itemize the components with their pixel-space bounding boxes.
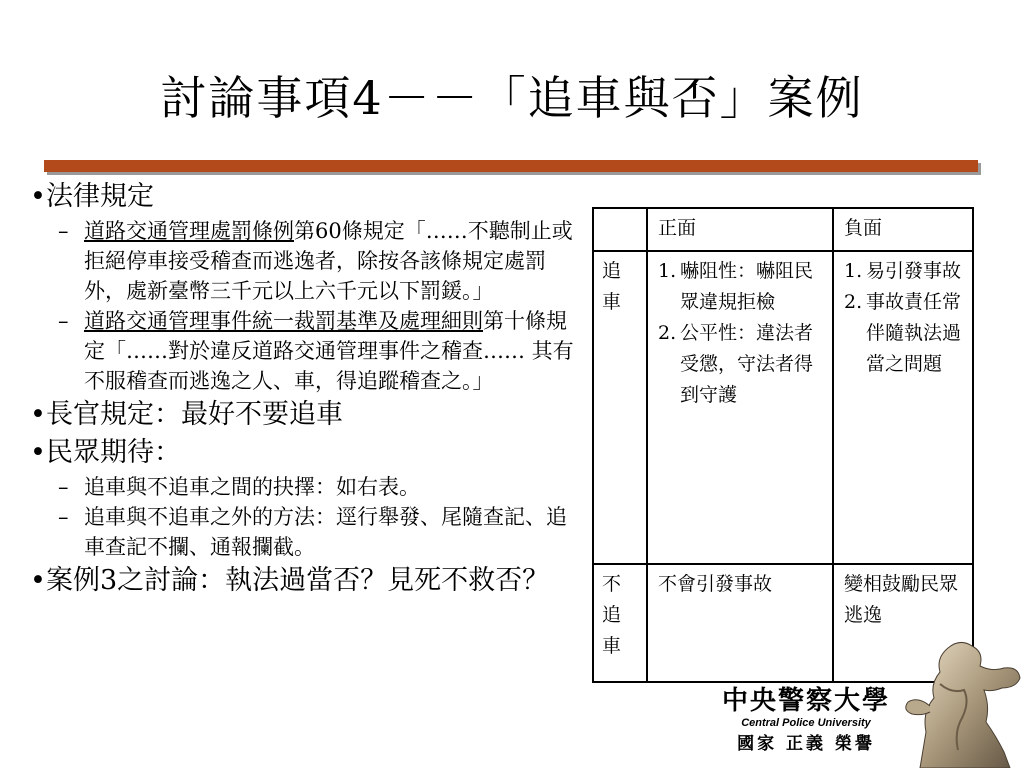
header-negative-cell: 負面 xyxy=(833,208,973,251)
item-number: 1. xyxy=(658,260,677,282)
no-chase-positive-cell: 不會引發事故 xyxy=(647,564,833,682)
list-item xyxy=(658,256,822,318)
item-number: 1. xyxy=(844,260,863,282)
dash-icon: – xyxy=(58,219,69,243)
no-chase-negative-cell: 變相鼓勵民眾逃逸 xyxy=(833,564,973,682)
section-case-label: 案例3之討論：執法過當否？見死不救否？ xyxy=(46,565,550,596)
list-item xyxy=(658,318,822,411)
logo-motto: 國家 正義 榮譽 xyxy=(737,734,875,754)
section-superior-label: 長官規定：最好不要追車 xyxy=(46,399,343,430)
dash-icon: – xyxy=(58,309,69,333)
table-row-chase xyxy=(593,251,973,564)
university-logo xyxy=(718,686,894,756)
rules-text: 第十條規定「……對於違反道路交通管理事件之稽查…… 其有不服稽查而逃逸之人、車，得追蹤稽查之。」 xyxy=(84,309,574,393)
bullet-case xyxy=(30,562,580,600)
row-label-chase: 追車 xyxy=(593,251,647,564)
bullet-law xyxy=(30,178,580,216)
methods-text: 追車與不追車之外的方法：逕行舉發、尾隨查記、追車查記不攔、通報攔截。 xyxy=(84,505,567,559)
sub-item-methods xyxy=(30,502,580,562)
row-label-no-chase: 不追車 xyxy=(593,564,647,682)
choice-text: 追車與不追車之間的抉擇：如右表。 xyxy=(84,475,420,499)
item-text: 易引發事故 xyxy=(866,260,962,282)
bullet-icon: • xyxy=(30,181,46,212)
item-text: 事故責任常伴隨執法過當之問題 xyxy=(866,291,962,375)
act-name-link: 道路交通管理處罰條例 xyxy=(84,219,294,243)
comparison-table xyxy=(592,207,974,683)
header-positive-cell: 正面 xyxy=(647,208,833,251)
content-list xyxy=(30,178,580,600)
item-number: 2. xyxy=(844,291,863,313)
logo-english-name: Central Police University xyxy=(741,717,871,729)
item-number: 2. xyxy=(658,322,677,344)
title-divider xyxy=(44,160,978,172)
section-public-label: 民眾期待： xyxy=(46,437,181,468)
logo-chinese-name: 中央警察大學 xyxy=(721,686,890,716)
dash-icon: – xyxy=(58,505,69,529)
list-item xyxy=(844,256,962,287)
sub-item-traffic-rules xyxy=(30,306,580,396)
rules-name-link: 道路交通管理事件統一裁罰基準及處理細則 xyxy=(84,309,483,333)
list-item xyxy=(844,287,962,380)
chase-positive-cell xyxy=(647,251,833,564)
item-text: 公平性：違法者受懲，守法者得到守護 xyxy=(680,322,814,406)
page-title: 討論事項4－－「追車與否」案例 xyxy=(160,71,864,125)
item-text: 嚇阻性：嚇阻民眾違規拒檢 xyxy=(680,260,814,313)
bullet-icon: • xyxy=(30,437,46,468)
bullet-icon: • xyxy=(30,565,46,596)
statue-icon xyxy=(900,632,1024,768)
chase-negative-cell xyxy=(833,251,973,564)
act-text: 第60條規定「……不聽制止或拒絕停車接受稽查而逃逸者，除按各該條規定處罰外，處新臺幣三千元以上六千元以下罰鍰。」 xyxy=(84,219,573,303)
bullet-icon: • xyxy=(30,399,46,430)
section-law-label: 法律規定 xyxy=(46,181,154,212)
header-blank-cell xyxy=(593,208,647,251)
bullet-public xyxy=(30,434,580,472)
table-header-row xyxy=(593,208,973,251)
sub-item-choice xyxy=(30,472,580,502)
bullet-superior xyxy=(30,396,580,434)
dash-icon: – xyxy=(58,475,69,499)
sub-item-traffic-act xyxy=(30,216,580,306)
